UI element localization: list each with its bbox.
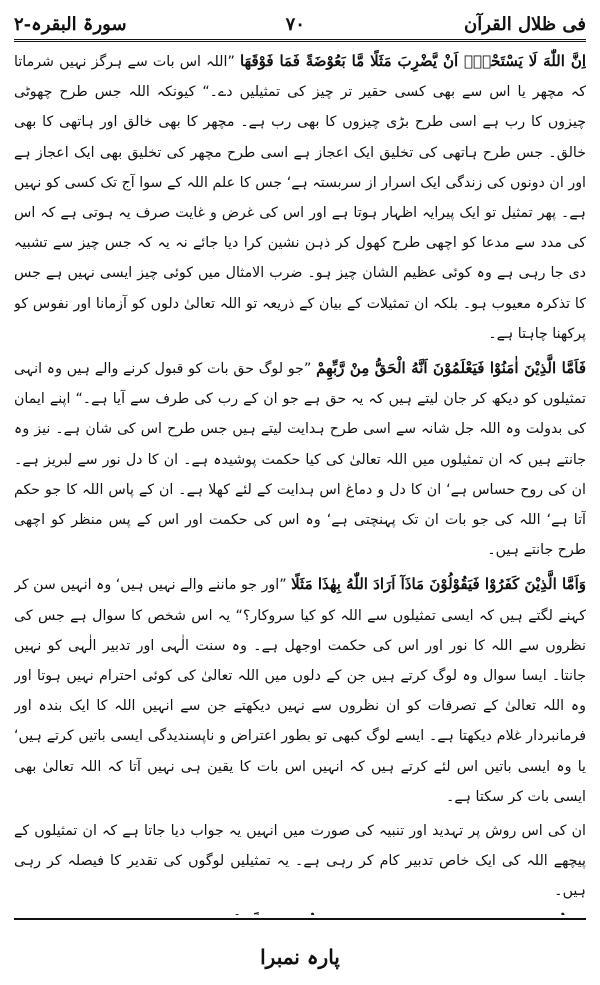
page-number: ۷۰ <box>285 14 305 35</box>
quranic-verse: فَاَمَّا الَّذِيْنَ اٰمَنُوْا فَيَعْلَمُوْنَ اَنَّهُ الْحَقُّ مِنْ رَّبِّهِمْ <box>316 359 586 378</box>
page-header <box>14 6 586 42</box>
paragraph <box>14 911 586 915</box>
quranic-verse: وَاَمَّا الَّذِيْنَ كَفَرُوْا فَيَقُوْلُوْنَ مَاذَآ اَرَادَ اللّٰهُ بِهٰذَا مَثَلًا <box>291 575 586 594</box>
paragraph <box>14 353 586 565</box>
paragraph <box>14 46 586 349</box>
paragraph-text: ”اور جو ماننے والے نہیں ہیں‘ وہ انہیں سن کر کہنے لگتے ہیں کہ ایسی تمثیلوں سے اللہ کو کیا سروکار؟“ یہ اس شخص کا سوال ہے جس کی نظروں سے اللہ کا نور اور اس کی حکمت اوجھل ہے۔ وہ سنت الٰہی اور تدبیر الٰہی کو نہیں جانتا۔ ایسا سوال وہ لوگ کرتے ہیں جن کے دلوں میں اللہ تعالیٰ کی کوئی احترام نہیں ہوتا اور وہ اللہ تعالیٰ کے تصرفات کو ان نظروں سے نہیں دیکھتے جن سے انہیں اللہ کا ایک بندہ اور فرمانبردار غلام دیکھتا ہے۔ ایسے لوگ کبھی تو بطور اعتراض و ناپسندیدگی ایسی باتیں کرتے ہیں‘ یا وہ ایسی باتیں اس لئے کرتے ہیں کہ انہیں اس بات کا یقین ہی نہیں آتا کہ اللہ تعالیٰ بھی ایسی بات کر سکتا ہے۔ <box>14 577 586 805</box>
footer-divider <box>14 918 586 920</box>
page-body <box>14 46 586 915</box>
paragraph-text: ان کی اس روش پر تہدید اور تنبیہ کی صورت میں انہیں یہ جواب دیا جاتا ہے کہ ان تمثیلوں کے پیچھے اللہ کی ایک خاص تدبیر کام کر رہی ہے۔ یہ تمثیلیں لوگوں کی تقدیر کا فیصلہ کر رہی ہیں۔ <box>14 823 586 900</box>
paragraph <box>14 569 586 812</box>
book-title: فی ظلال القرآن <box>463 14 586 35</box>
paragraph-text: ”اللہ اس بات سے ہرگز نہیں شرماتا کہ مچھر یا اس سے بھی کسی حقیر تر چیز کی تمثیلیں دے۔“ کیونکہ اللہ جس طرح چھوٹی چیزوں کا رب ہے اسی طرح بڑی چیزوں کا بھی رب ہے۔ مچھر کا بھی خالق اور ہاتھی کا بھی خالق۔ جس طرح ہاتھی کی تخلیق ایک اعجاز ہے اسی طرح مچھر کی تخلیق بھی ایک اعجاز ہے اور ان دونوں کی زندگی ایک اسرار از سربستہ ہے‘ جس کا علم اللہ کے سوا آج تک کسی کو نہیں ہے۔ پھر تمثیل تو ایک پیرایہ اظہار ہوتا ہے اور اس کی غرض و غایت صرف یہ ہوتی ہے کہ اس کی مدد سے مدعا کو اچھی طرح کھول کر ذہن نشین کرا دیا جائے نہ یہ کہ جس چیز سے تشبیہ دی جا رہی ہے وہ کوئی عظیم الشان چیز ہو۔ ضرب الامثال میں کوئی چیز ایسی نہیں ہے جس کا تذکرہ معیوب ہو۔ بلکہ ان تمثیلات کے بیان کے ذریعہ تو اللہ تعالیٰ دلوں کو آزمانا اور نفوس کو پرکھنا چاہتا ہے۔ <box>14 54 586 342</box>
quranic-verse: اِنَّ اللّٰهَ لَا يَسْتَحْيِۤ اَنْ يَّضْرِبَ مَثَلًا مَّا بَعُوْضَةً فَمَا فَوْقَهَا <box>239 52 586 70</box>
paragraph-text: ”جو لوگ حق بات کو قبول کرنے والے ہیں وہ انہی تمثیلوں کو دیکھ کر جان لیتے ہیں کہ یہ حق ہے جو ان کے رب کی طرف سے آیا ہے۔“ اپنے ایمان کی بدولت وہ اللہ جل شانہ سے اسی طرح ہدایت لیتے ہیں جس طرح اس کی شان ہے۔ نیز وہ جانتے ہیں کہ ان تمثیلوں میں اللہ تعالیٰ کی کیا حکمت پوشیدہ ہے۔ ان کا دل نور سے لبریز ہے۔ ان کی روح حساس ہے‘ ان کا دل و دماغ اس ہدایت کے لئے کھلا ہے۔ ان کے پاس اللہ کا جو حکم آتا ہے‘ اللہ کی جو بات ان تک پہنچتی ہے‘ وہ اس کی حکمت اور اس کے پس منظر کو اچھی طرح جانتے ہیں۔ <box>14 361 586 559</box>
paragraph <box>14 816 586 907</box>
para-number-footer: پارہ نمبرا <box>260 945 340 969</box>
surah-title: سورۃ البقرہ-۲ <box>14 14 127 35</box>
